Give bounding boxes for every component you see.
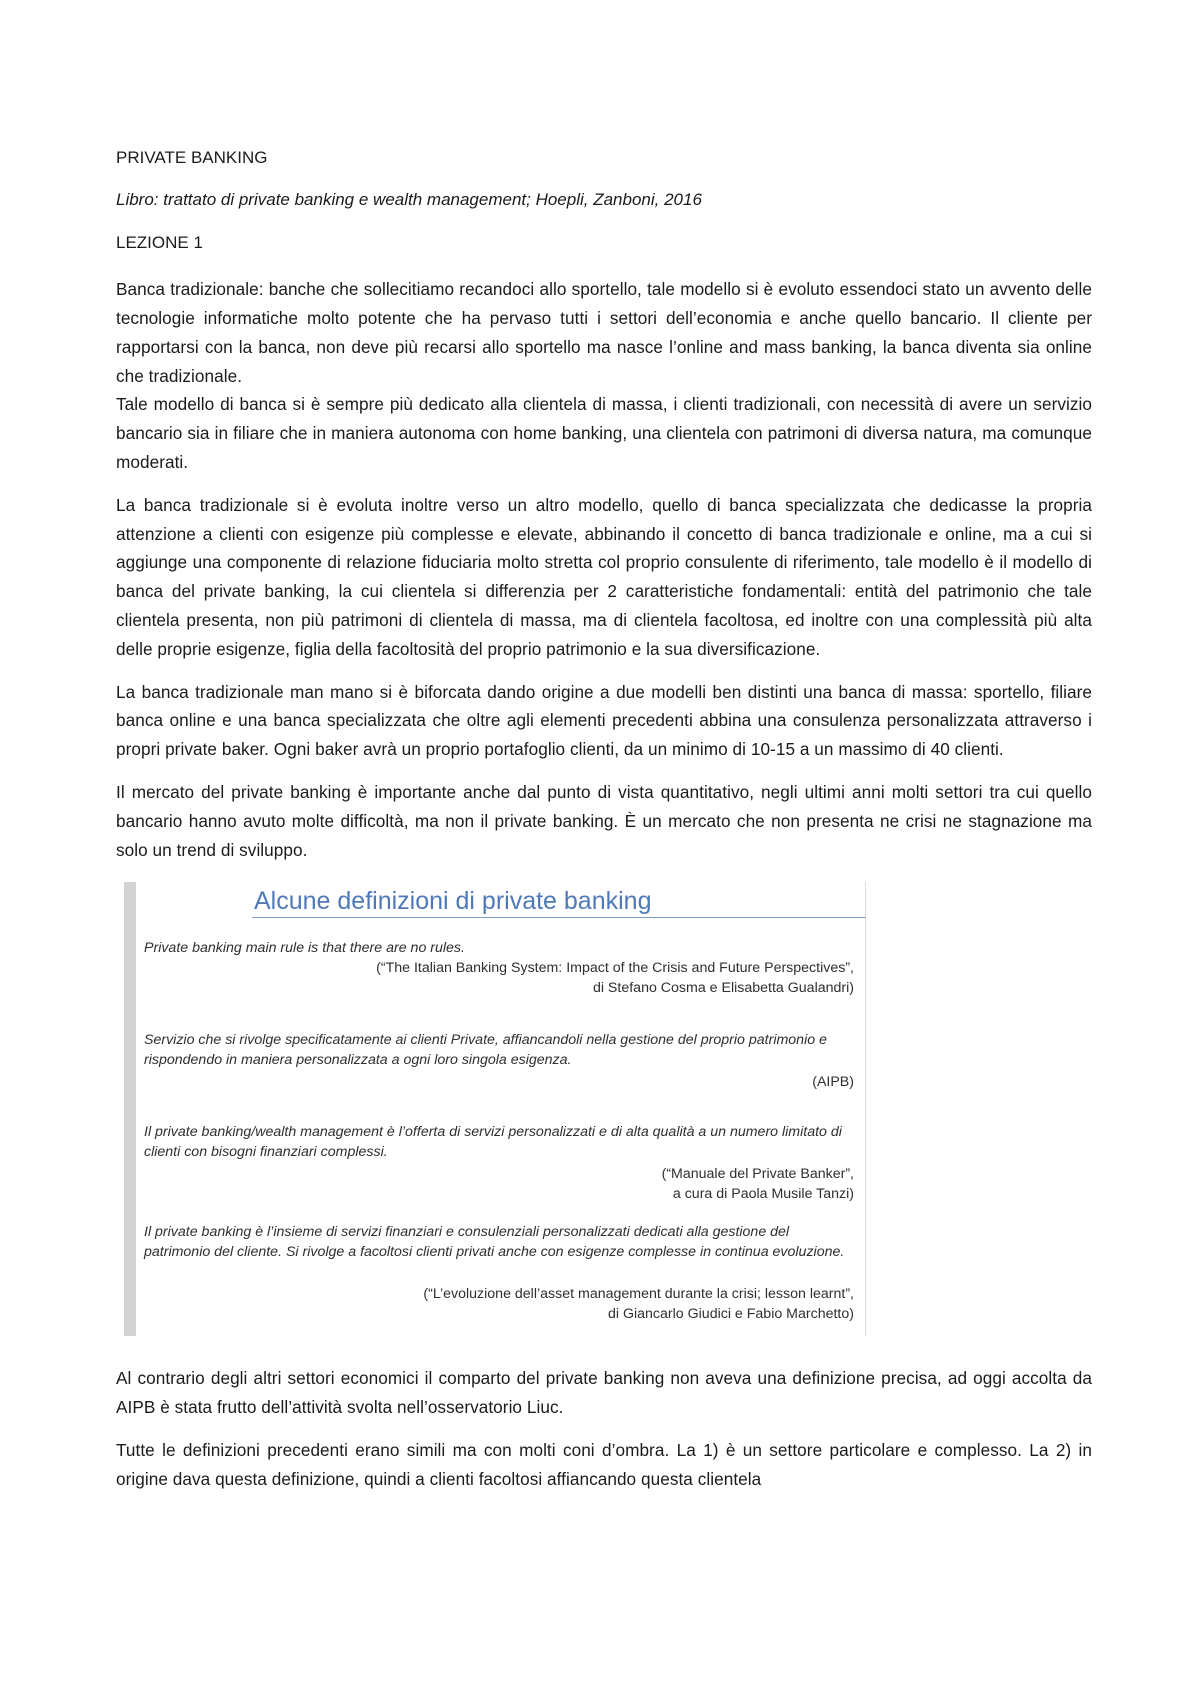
- paragraph: Al contrario degli altri settori economici il comparto del private banking non aveva una definizione precisa, ad oggi accolta da AIPB è stata frutto dell’attività svolta nell’osservatorio Liuc.: [116, 1368, 1092, 1418]
- definition-source: di Giancarlo Giudici e Fabio Marchetto): [607, 1306, 854, 1323]
- definitions-slide-image: [124, 882, 866, 1336]
- definition-source: (AIPB): [812, 1074, 854, 1091]
- paragraph: Il mercato del private banking è importante anche dal punto di vista quantitativo, negli ultimi anni molti settori tra cui quello bancario hanno avuto molte difficoltà, ma non il private banking. È un mercato che non presenta ne crisi ne stagnazione ma solo un trend di sviluppo.: [116, 781, 1092, 860]
- definition-quote: Il private banking è l’insieme di servizi finanziari e consulenziali personalizzati dedicati alla gestione del patrimonio del cliente. Si rivolge a facoltosi clienti privati anche con esigenze complesse in continua evoluzione.: [144, 1224, 845, 1261]
- definition-quote: Private banking main rule is that there are no rules.: [144, 940, 465, 957]
- definition-quote: Il private banking/wealth management è l’offerta di servizi personalizzati e di alta qualità a un numero limitato di clienti con bisogni finanziari complessi.: [144, 1124, 842, 1161]
- paragraph: La banca tradizionale si è evoluta inoltre verso un altro modello, quello di banca specializzata che dedicasse la propria attenzione a clienti con esigenze più complesse e elevate, abbinando il concetto di banca tradizionale e online, ma a cui si aggiunge una componente di relazione fiduciaria molto stretta col proprio consulente di riferimento, tale modello è il modello di banca del private banking, la cui clientela si differenzia per 2 caratteristiche fondamentali: entità del patrimonio che tale clientela presenta, non più patrimoni di clientela di massa, ma di clientela facoltosa, ed inoltre con una complessità più alta delle proprie esigenze, figlia della facoltosità del proprio patrimonio e la sua diversificazione.: [116, 494, 1092, 659]
- slide-title: Alcune definizioni di private banking: [254, 887, 652, 916]
- definition-source: di Stefano Cosma e Elisabetta Gualandri): [592, 980, 854, 997]
- slide-side-bar: [124, 882, 136, 1336]
- definition-source: (“L’evoluzione dell’asset management durante la crisi; lesson learnt”,: [423, 1286, 854, 1303]
- definition-quote: Servizio che si rivolge specificatamente ai clienti Private, affiancandoli nella gestione del proprio patrimonio e rispondendo in maniera personalizzata a ogni loro singola esigenza.: [144, 1032, 827, 1069]
- paragraph: Banca tradizionale: banche che sollecitiamo recandoci allo sportello, tale modello si è evoluto essendoci stato un avvento delle tecnologie informatiche molto potente che ha pervaso tutti i settori dell’economia e anche quello bancario. Il cliente per rapportarsi con la banca, non deve più recarsi allo sportello ma nasce l’online and mass banking, la banca diventa sia online che tradizionale.: [116, 279, 1092, 386]
- definition-source: a cura di Paola Musile Tanzi): [672, 1186, 854, 1203]
- document-heading: PRIVATE BANKING: [116, 148, 268, 167]
- paragraph: Tale modello di banca si è sempre più dedicato alla clientela di massa, i clienti tradizionali, con necessità di avere un servizio bancario sia in filiare che in maniera autonoma con home banking, una clientela con patrimoni di diversa natura, ma comunque moderati.: [116, 394, 1092, 472]
- definition-source: (“The Italian Banking System: Impact of the Crisis and Future Perspectives”,: [376, 960, 854, 977]
- paragraph: La banca tradizionale man mano si è biforcata dando origine a due modelli ben distinti una banca di massa: sportello, filiare banca online e una banca specializzata che oltre agli elementi precedenti abbina una consulenza personalizzata attraverso i propri private baker. Ogni baker avrà un proprio portafoglio clienti, da un minimo di 10-15 a un massimo di 40 clienti.: [116, 681, 1092, 760]
- slide-border: [865, 882, 866, 1336]
- book-reference: Libro: trattato di private banking e wealth management; Hoepli, Zanboni, 2016: [116, 190, 702, 210]
- lesson-label: LEZIONE 1: [116, 232, 203, 252]
- slide-title-rule: [252, 917, 866, 918]
- definition-source: (“Manuale del Private Banker”,: [661, 1166, 854, 1183]
- paragraph: Tutte le definizioni precedenti erano simili ma con molti coni d’ombra. La 1) è un settore particolare e complesso. La 2) in origine dava questa definizione, quindi a clienti facoltosi affiancando questa clientela: [116, 1439, 1092, 1489]
